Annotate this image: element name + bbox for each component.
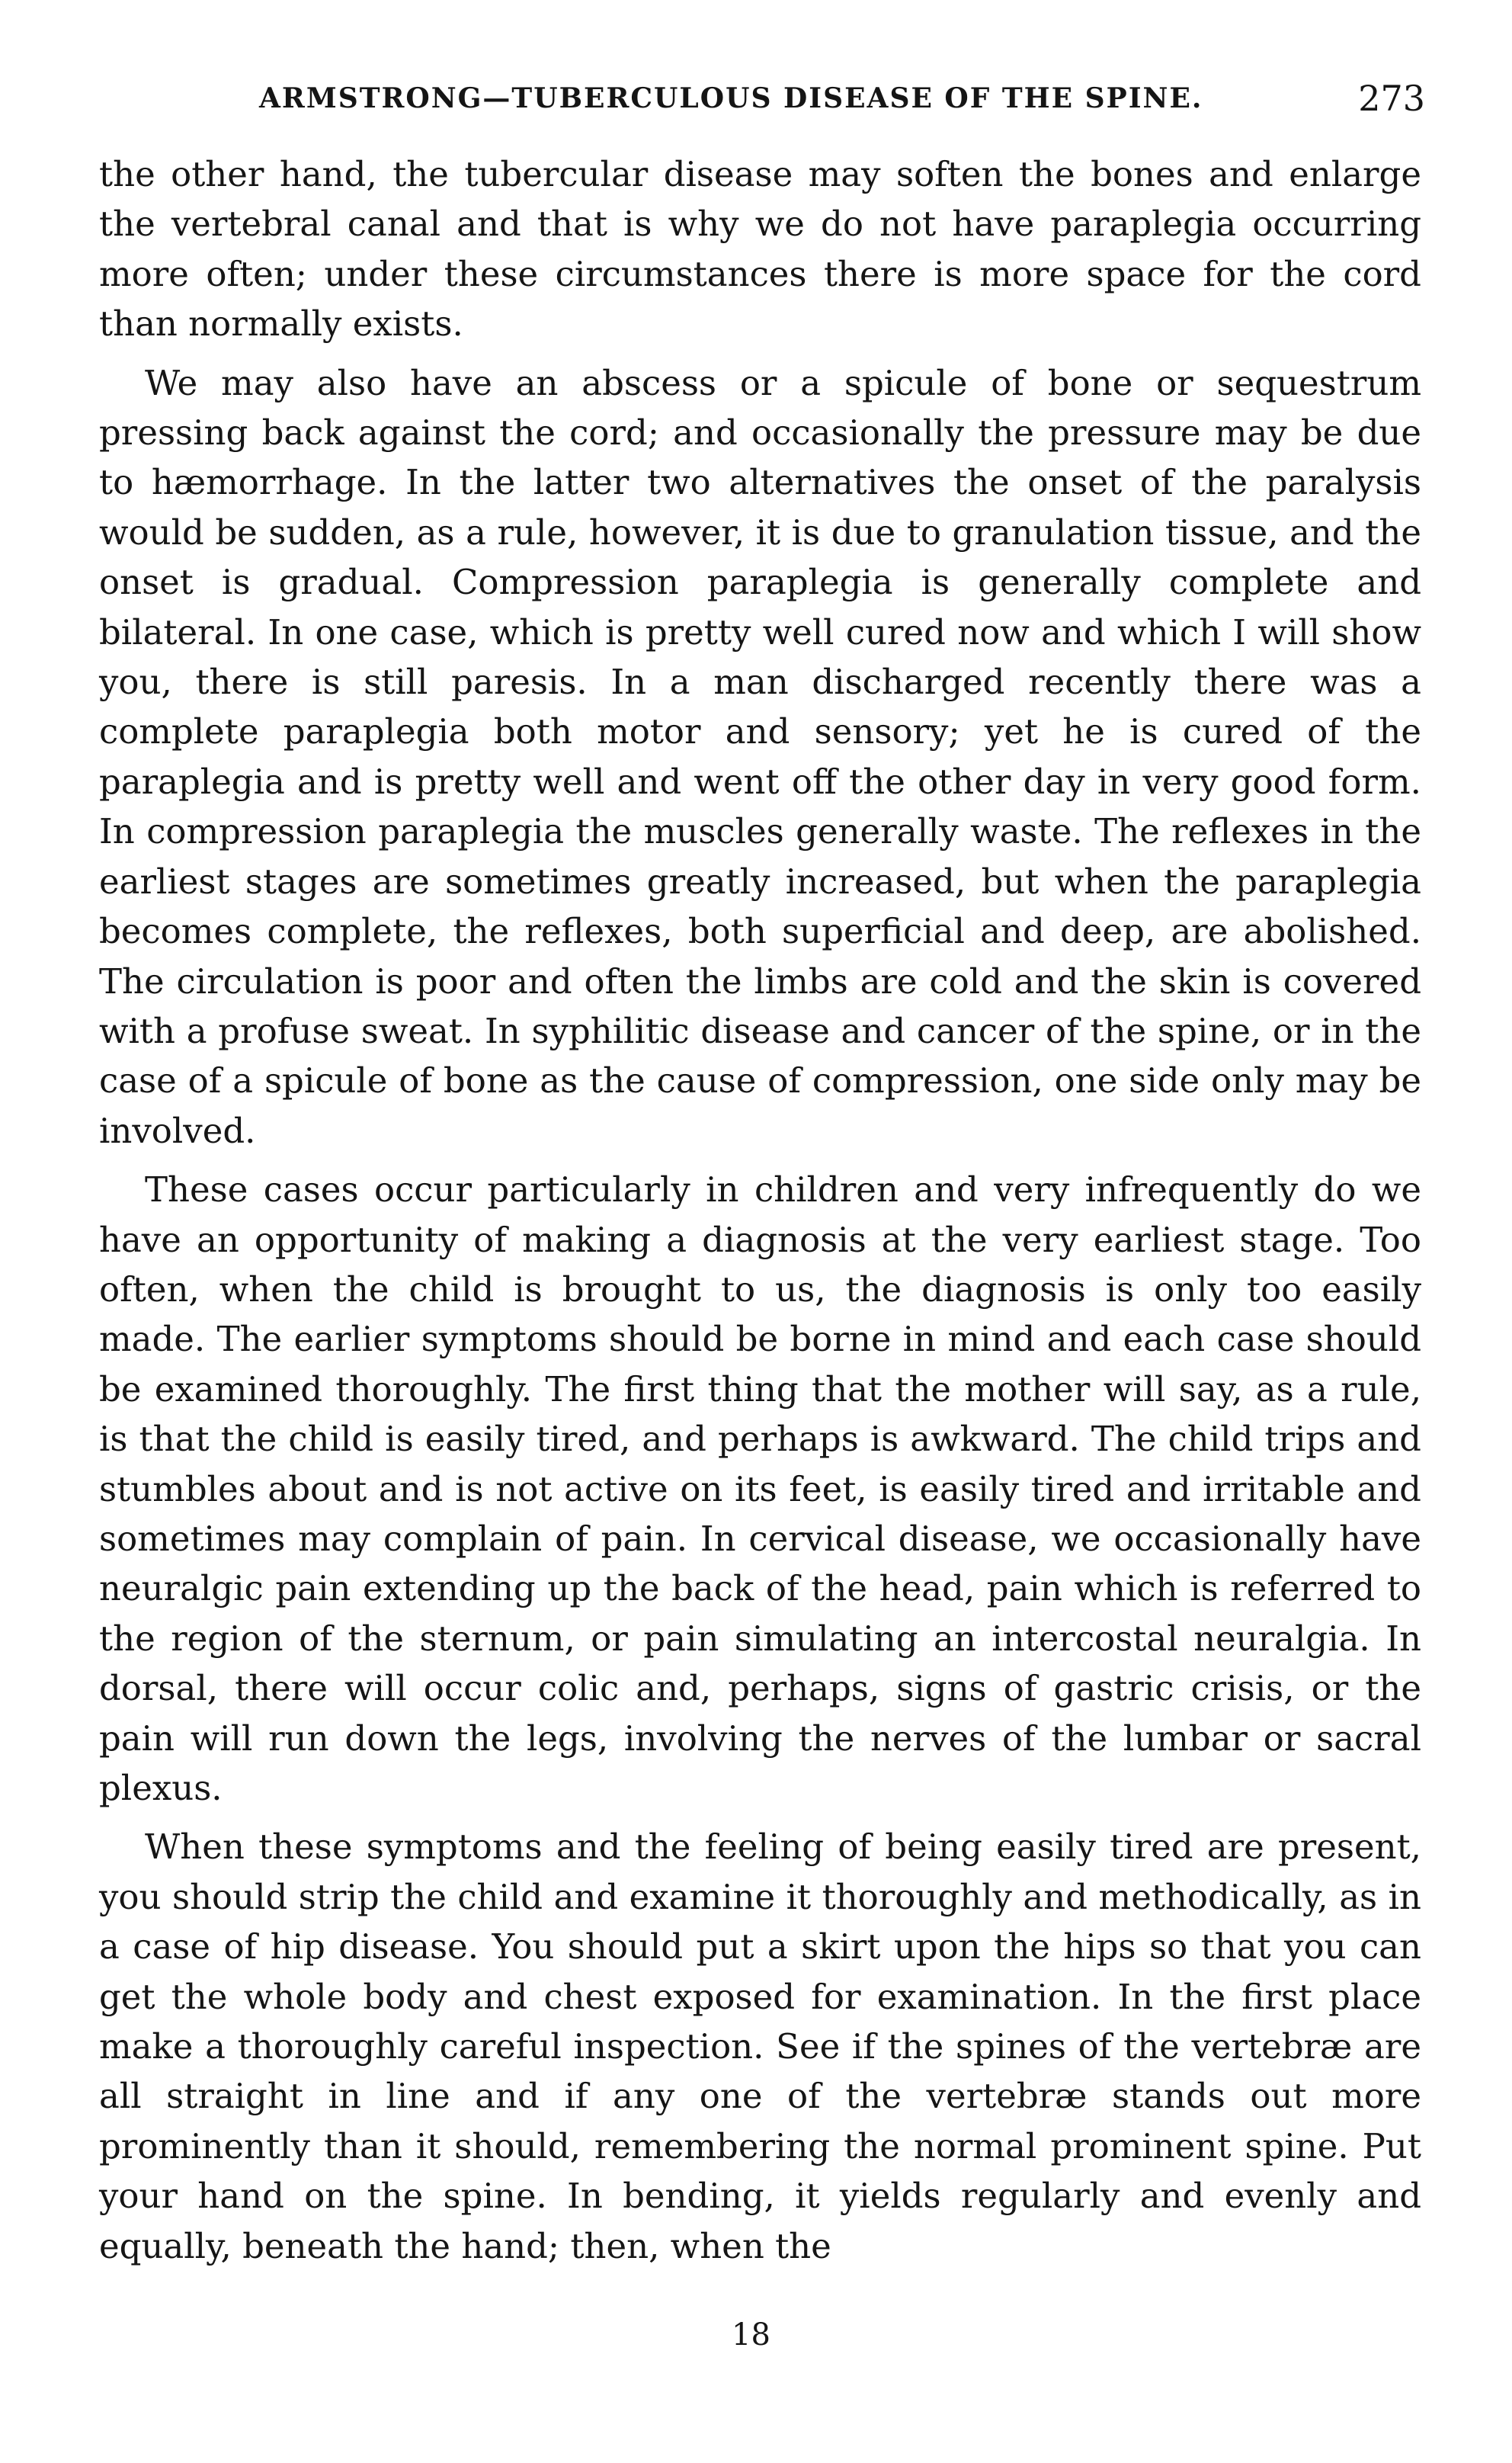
paragraph-examination: When these symptoms and the feeling of being easily tired are present, you should strip the child and examine it thoroughly and methodically, as in a case of hip disease. You should put a skirt upon the hips so that you can get the whole body and chest exposed for examination. In the first place make a thoroughly careful inspection. See if the spines of the vertebræ are all straight in line and if any one of the vertebræ stands out more prominently than it should, remembering the normal prominent spine. Put your hand on the spine. In bending, it yields regularly and evenly and equally, beneath the hand; then, when the: [99, 1826, 1421, 2266]
signature-mark: 18: [732, 2317, 770, 2352]
paragraph-continuation: the other hand, the tubercular disease may soften the bones and enlarge the vertebral canal and that is why we do not have paraplegia occurring more often; under these circumstances there is more space for the cord than normally exists.: [99, 154, 1421, 345]
body-text: [99, 149, 1421, 2280]
page-number: 273: [1358, 78, 1425, 119]
paragraph-abscess-compression: We may also have an abscess or a spicule of bone or sequestrum pressing back against the cord; and occasionally the pressure may be due to hæmorrhage. In the latter two alternatives the onset of the paralysis would be sudden, as a rule, however, it is due to granulation tissue, and the onset is gradual. Compression paraplegia is generally complete and bilateral. In one case, which is pretty well cured now and which I will show you, there is still paresis. In a man discharged recently there was a complete paraplegia both motor and sensory; yet he is cured of the paraplegia and is pretty well and went off the other day in very good form. In compression paraplegia the muscles generally waste. The reflexes in the earliest stages are sometimes greatly increased, but when the paraplegia becomes complete, the reflexes, both superficial and deep, are abolished. The circulation is poor and often the limbs are cold and the skin is covered with a profuse sweat. In syphilitic disease and cancer of the spine, or in the case of a spicule of bone as the cause of compression, one side only may be involved.: [99, 362, 1421, 1151]
running-head: ARMSTRONG—TUBERCULOUS DISEASE OF THE SPINE.: [259, 82, 1203, 114]
paragraph-children-diagnosis: These cases occur particularly in children and very infrequently do we have an opportunity of making a diagnosis at the very earliest stage. Too often, when the child is brought to us, the diagnosis is only too easily made. The earlier symptoms should be borne in mind and each case should be examined thoroughly. The first thing that the mother will say, as a rule, is that the child is easily tired, and perhaps is awkward. The child trips and stumbles about and is not active on its feet, is easily tired and irritable and sometimes may complain of pain. In cervical disease, we occasionally have neuralgic pain extending up the back of the head, pain which is referred to the region of the sternum, or pain simulating an intercostal neuralgia. In dorsal, there will occur colic and, perhaps, signs of gastric crisis, or the pain will run down the legs, involving the nerves of the lumbar or sacral plexus.: [99, 1169, 1421, 1808]
page-header: [259, 78, 1425, 136]
